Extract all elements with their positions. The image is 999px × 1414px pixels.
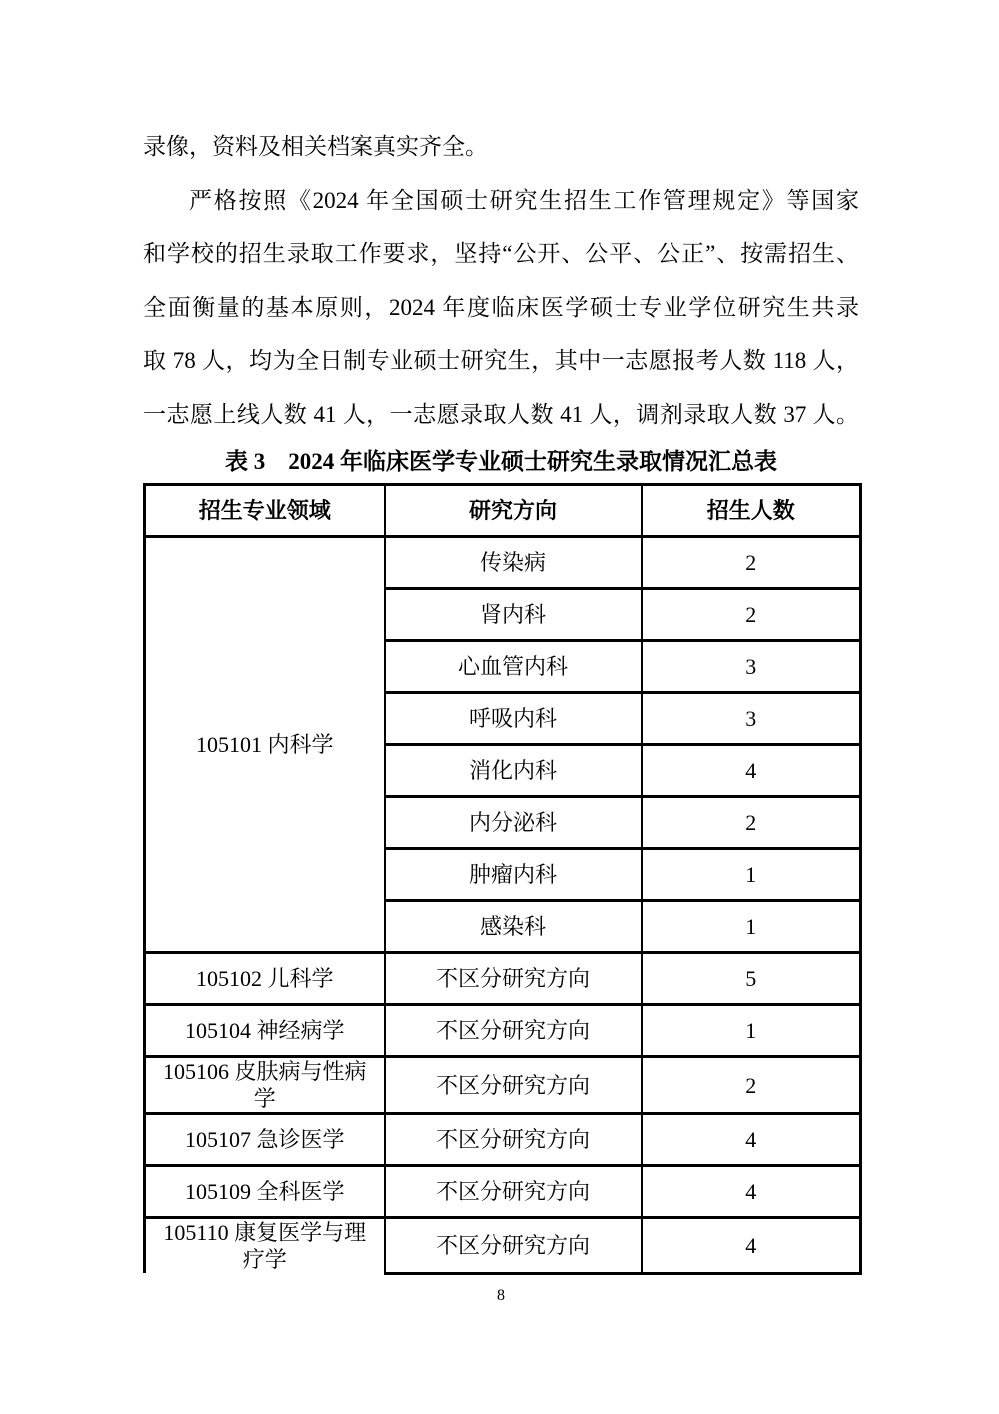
count-cell: 3 [642, 693, 861, 745]
field-cell: 105104 神经病学 [145, 1005, 385, 1057]
direction-cell: 不区分研究方向 [385, 1005, 642, 1057]
direction-cell: 心血管内科 [385, 641, 642, 693]
page-content [143, 120, 859, 1305]
direction-cell: 不区分研究方向 [385, 1166, 642, 1218]
body-text-line: 和学校的招生录取工作要求，坚持“公开、公平、公正”、按需招生、 [143, 241, 859, 266]
header-cell-field: 招生专业领域 [145, 485, 385, 537]
direction-cell: 传染病 [385, 537, 642, 589]
count-cell: 1 [642, 901, 861, 953]
paragraph-2 [143, 174, 859, 442]
count-cell: 4 [642, 1166, 861, 1218]
direction-cell: 肾内科 [385, 589, 642, 641]
table-row [145, 1005, 861, 1057]
table-title: 表 3 2024 年临床医学专业硕士研究生录取情况汇总表 [225, 449, 777, 474]
table-row [145, 537, 861, 589]
count-cell: 2 [642, 1057, 861, 1114]
page-number: 8 [497, 1286, 505, 1304]
direction-cell: 不区分研究方向 [385, 1114, 642, 1166]
header-cell-count: 招生人数 [642, 485, 861, 537]
field-cell: 105106 皮肤病与性病学 [145, 1057, 385, 1114]
paragraph-1 [143, 120, 859, 174]
direction-cell: 不区分研究方向 [385, 1218, 642, 1274]
direction-cell: 感染科 [385, 901, 642, 953]
table-row [145, 1057, 861, 1114]
table-header-row [145, 485, 861, 537]
count-cell: 2 [642, 537, 861, 589]
direction-cell: 消化内科 [385, 745, 642, 797]
table-row [145, 1166, 861, 1218]
count-cell: 3 [642, 641, 861, 693]
field-cell: 105101 内科学 [145, 537, 385, 953]
count-cell: 4 [642, 745, 861, 797]
field-cell: 105110 康复医学与理疗学 [145, 1218, 385, 1274]
body-text-line: 取 78 人，均为全日制专业硕士研究生，其中一志愿报考人数 118 人， [143, 348, 859, 373]
admissions-summary-table [143, 483, 862, 1275]
table-row [145, 953, 861, 1005]
direction-cell: 内分泌科 [385, 797, 642, 849]
direction-cell: 不区分研究方向 [385, 1057, 642, 1114]
count-cell: 1 [642, 1005, 861, 1057]
header-cell-direction: 研究方向 [385, 485, 642, 537]
direction-cell: 不区分研究方向 [385, 953, 642, 1005]
count-cell: 5 [642, 953, 861, 1005]
field-cell: 105109 全科医学 [145, 1166, 385, 1218]
table-row [145, 1114, 861, 1166]
count-cell: 2 [642, 797, 861, 849]
field-cell: 105107 急诊医学 [145, 1114, 385, 1166]
count-cell: 4 [642, 1114, 861, 1166]
table-row [145, 1218, 861, 1274]
body-text-line: 严格按照《2024 年全国硕士研究生招生工作管理规定》等国家 [189, 187, 859, 213]
body-text-line: 录像，资料及相关档案真实齐全。 [143, 134, 488, 159]
count-cell: 2 [642, 589, 861, 641]
direction-cell: 肿瘤内科 [385, 849, 642, 901]
count-cell: 1 [642, 849, 861, 901]
count-cell: 4 [642, 1218, 861, 1274]
direction-cell: 呼吸内科 [385, 693, 642, 745]
field-cell: 105102 儿科学 [145, 953, 385, 1005]
body-text-line: 全面衡量的基本原则，2024 年度临床医学硕士专业学位研究生共录 [143, 294, 859, 320]
body-text-line: 一志愿上线人数 41 人，一志愿录取人数 41 人，调剂录取人数 37 人。 [143, 401, 859, 427]
